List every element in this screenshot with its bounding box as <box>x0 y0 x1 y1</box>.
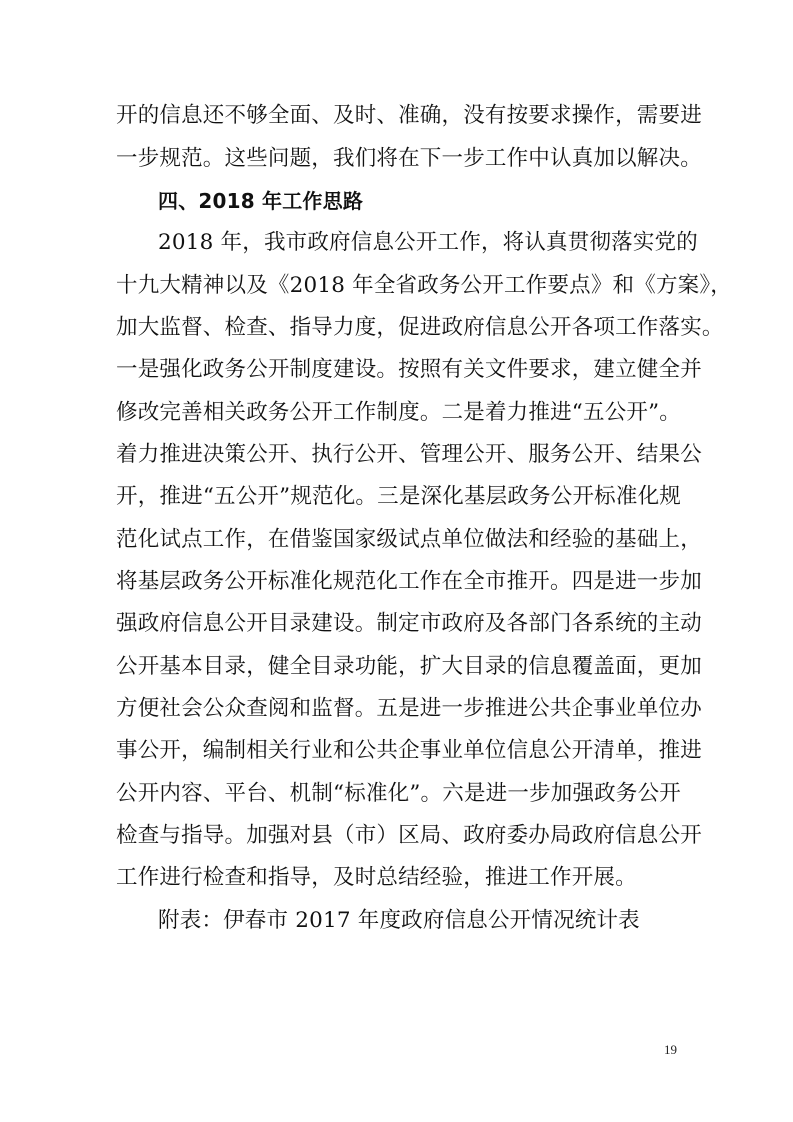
text-line: 公开基本目录，健全目录功能，扩大目录的信息覆盖面，更加 <box>116 654 702 679</box>
text-line: 范化试点工作，在借鉴国家级试点单位做法和经验的基础上， <box>116 527 702 552</box>
text-line: 一步规范。这些问题，我们将在下一步工作中认真加以解决。 <box>116 146 702 171</box>
text-line: 开，推进“五公开”规范化。三是深化基层政务公开标准化规 <box>116 484 681 509</box>
section-heading: 四、2018 年工作思路 <box>158 189 364 213</box>
text-line: 强政府信息公开目录建设。制定市政府及各部门各系统的主动 <box>116 611 702 636</box>
text-line: 十九大精神以及《2018 年全省政务公开工作要点》和《方案》， <box>116 273 733 298</box>
text-line: 方便社会公众查阅和监督。五是进一步推进公共企事业单位办 <box>116 696 702 721</box>
text-line: 加大监督、检查、指导力度，促进政府信息公开各项工作落实。 <box>116 315 724 340</box>
text-line: 一是强化政务公开制度建设。按照有关文件要求，建立健全并 <box>116 357 702 382</box>
text-line: 修改完善相关政务公开工作制度。二是着力推进“五公开”。 <box>116 400 681 425</box>
text-line: 2018 年，我市政府信息公开工作，将认真贯彻落实党的 <box>158 230 698 255</box>
text-line: 公开内容、平台、机制“标准化”。六是进一步加强政务公开 <box>116 781 681 806</box>
page-number: 19 <box>664 1042 677 1057</box>
text-line: 事公开，编制相关行业和公共企事业单位信息公开清单，推进 <box>116 738 702 763</box>
text-line: 检查与指导。加强对县（市）区局、政府委办局政府信息公开 <box>116 823 702 848</box>
text-line: 工作进行检查和指导，及时总结经验，推进工作开展。 <box>116 865 637 890</box>
text-line: 开的信息还不够全面、及时、准确，没有按要求操作，需要进 <box>116 103 702 128</box>
text-line: 着力推进决策公开、执行公开、管理公开、服务公开、结果公 <box>116 442 702 467</box>
attachment-note: 附表：伊春市 2017 年度政府信息公开情况统计表 <box>158 908 640 933</box>
text-line: 将基层政务公开标准化规范化工作在全市推开。四是进一步加 <box>116 569 702 594</box>
